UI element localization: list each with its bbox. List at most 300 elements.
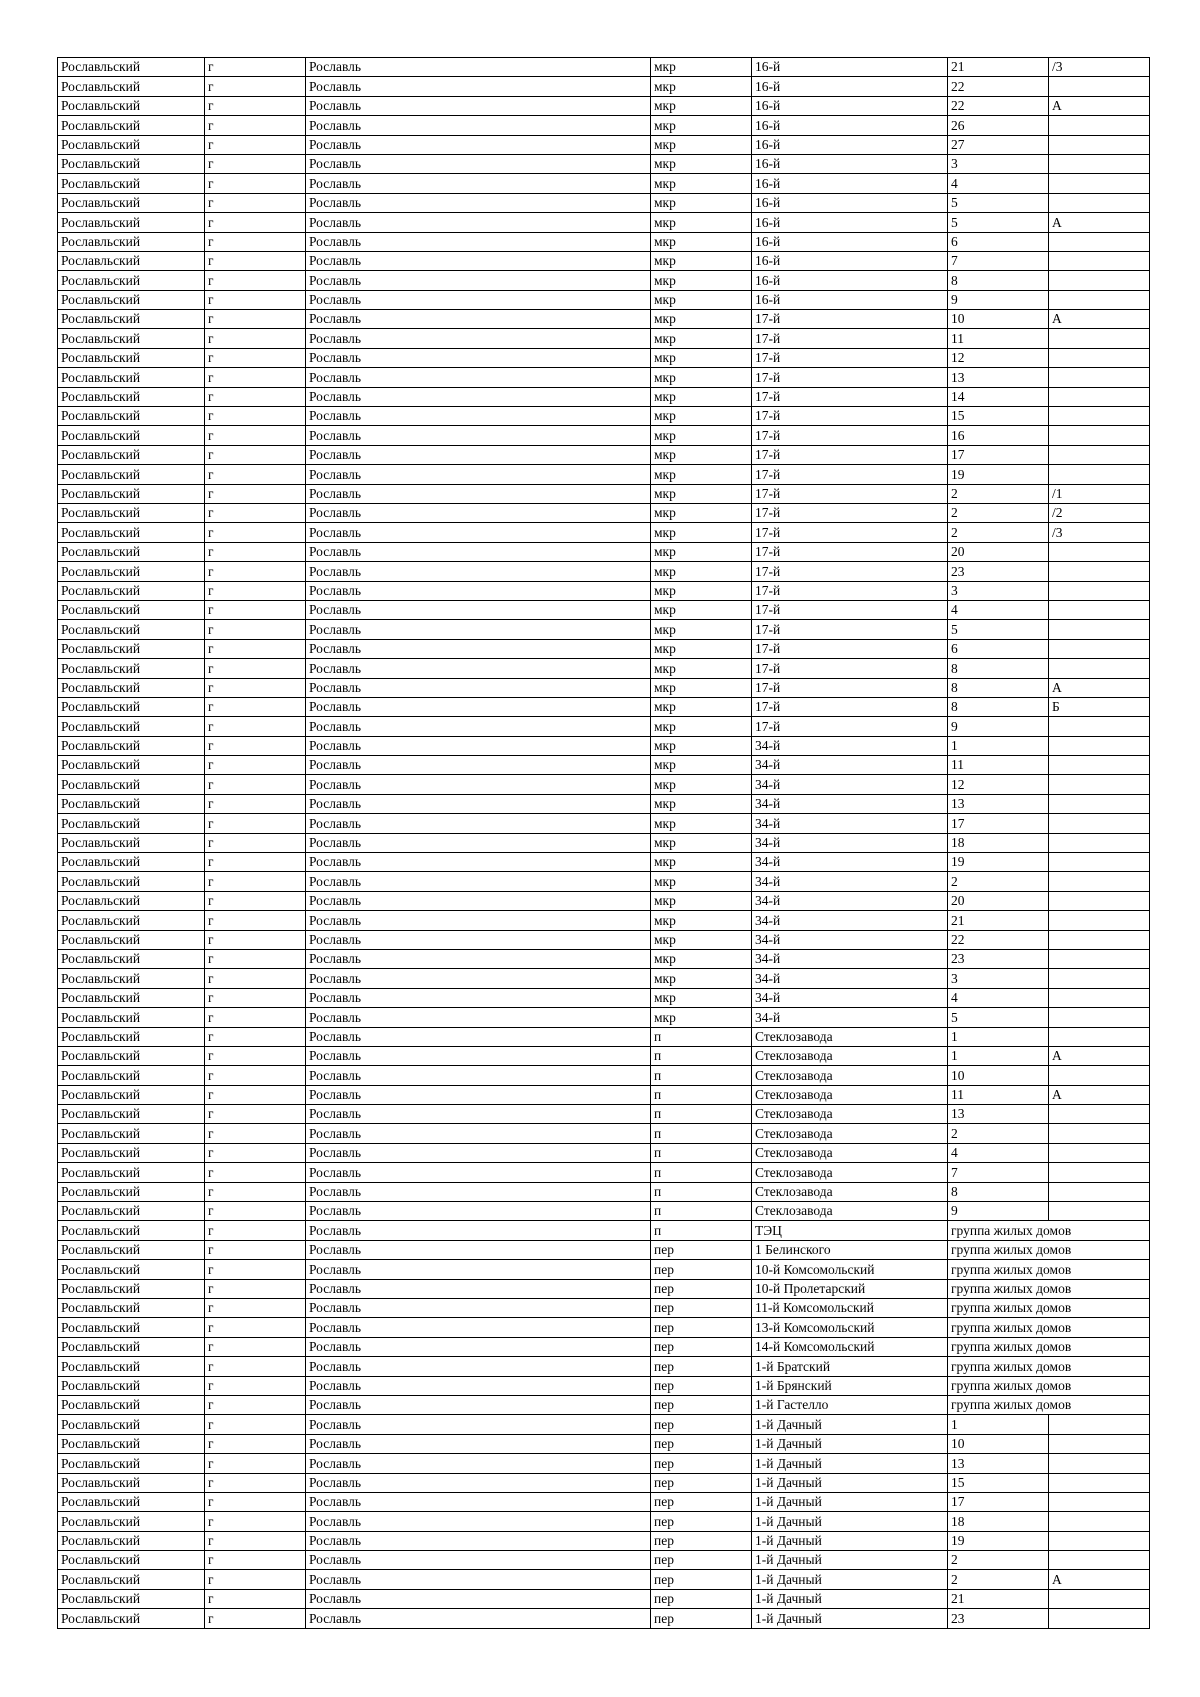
settlement-cell: Рославль <box>306 1046 651 1065</box>
district-cell: Рославльский <box>58 465 205 484</box>
settlement-cell: Рославль <box>306 756 651 775</box>
street-cell: 34-й <box>752 911 948 930</box>
settlement-type-cell: г <box>205 639 306 658</box>
settlement-type-cell: г <box>205 833 306 852</box>
table-row <box>58 1202 1150 1221</box>
house-cell: 26 <box>948 116 1049 135</box>
street-cell: 1-й Дачный <box>752 1589 948 1608</box>
street-type-cell: мкр <box>651 193 752 212</box>
street-cell: 1-й Дачный <box>752 1415 948 1434</box>
street-type-cell: пер <box>651 1260 752 1279</box>
table-row <box>58 988 1150 1007</box>
table-row <box>58 1589 1150 1608</box>
table-row <box>58 1124 1150 1143</box>
house-cell: 15 <box>948 1473 1049 1492</box>
settlement-cell: Рославль <box>306 1492 651 1511</box>
district-cell: Рославльский <box>58 310 205 329</box>
building-cell <box>1049 794 1150 813</box>
house-cell: 13 <box>948 368 1049 387</box>
table-row <box>58 1492 1150 1511</box>
house-cell: 8 <box>948 678 1049 697</box>
house-cell: 1 <box>948 1046 1049 1065</box>
district-cell: Рославльский <box>58 562 205 581</box>
district-cell: Рославльский <box>58 794 205 813</box>
table-row <box>58 1066 1150 1085</box>
district-cell: Рославльский <box>58 814 205 833</box>
settlement-type-cell: г <box>205 891 306 910</box>
district-cell: Рославльский <box>58 1240 205 1259</box>
street-type-cell: мкр <box>651 659 752 678</box>
district-cell: Рославльский <box>58 484 205 503</box>
building-cell <box>1049 659 1150 678</box>
district-cell: Рославльский <box>58 1046 205 1065</box>
street-cell: 16-й <box>752 77 948 96</box>
settlement-cell: Рославль <box>306 1609 651 1628</box>
street-cell: Стеклозавода <box>752 1163 948 1182</box>
house-cell: 18 <box>948 833 1049 852</box>
settlement-type-cell: г <box>205 1454 306 1473</box>
street-cell: 17-й <box>752 542 948 561</box>
house-cell: 8 <box>948 697 1049 716</box>
settlement-type-cell: г <box>205 756 306 775</box>
settlement-cell: Рославль <box>306 193 651 212</box>
settlement-type-cell: г <box>205 562 306 581</box>
settlement-cell: Рославль <box>306 717 651 736</box>
house-cell: 19 <box>948 1531 1049 1550</box>
settlement-cell: Рославль <box>306 1279 651 1298</box>
building-cell <box>1049 1415 1150 1434</box>
street-cell: 10-й Пролетарский <box>752 1279 948 1298</box>
table-row <box>58 1531 1150 1550</box>
district-cell: Рославльский <box>58 1473 205 1492</box>
house-cell: 2 <box>948 1551 1049 1570</box>
street-type-cell: мкр <box>651 135 752 154</box>
building-cell <box>1049 1182 1150 1201</box>
house-cell: 3 <box>948 154 1049 173</box>
settlement-type-cell: г <box>205 775 306 794</box>
table-row <box>58 717 1150 736</box>
building-cell <box>1049 407 1150 426</box>
building-cell <box>1049 77 1150 96</box>
street-type-cell: мкр <box>651 232 752 251</box>
table-row <box>58 484 1150 503</box>
table-row <box>58 1473 1150 1492</box>
table-row <box>58 891 1150 910</box>
street-type-cell: мкр <box>651 562 752 581</box>
building-cell <box>1049 290 1150 309</box>
settlement-cell: Рославль <box>306 639 651 658</box>
building-cell <box>1049 232 1150 251</box>
district-cell: Рославльский <box>58 193 205 212</box>
house-cell: 13 <box>948 1105 1049 1124</box>
house-cell: 11 <box>948 1085 1049 1104</box>
street-type-cell: мкр <box>651 484 752 503</box>
table-row <box>58 1551 1150 1570</box>
settlement-cell: Рославль <box>306 1105 651 1124</box>
settlement-type-cell: г <box>205 1008 306 1027</box>
house-cell: группа жилых домов <box>948 1279 1150 1298</box>
settlement-cell: Рославль <box>306 891 651 910</box>
street-type-cell: мкр <box>651 310 752 329</box>
district-cell: Рославльский <box>58 775 205 794</box>
settlement-type-cell: г <box>205 1318 306 1337</box>
table-row <box>58 872 1150 891</box>
settlement-type-cell: г <box>205 872 306 891</box>
street-type-cell: мкр <box>651 542 752 561</box>
building-cell <box>1049 853 1150 872</box>
building-cell <box>1049 1454 1150 1473</box>
street-cell: 1-й Дачный <box>752 1512 948 1531</box>
street-type-cell: мкр <box>651 581 752 600</box>
table-row <box>58 969 1150 988</box>
settlement-type-cell: г <box>205 1395 306 1414</box>
building-cell <box>1049 1551 1150 1570</box>
street-cell: 34-й <box>752 891 948 910</box>
building-cell: А <box>1049 678 1150 697</box>
district-cell: Рославльский <box>58 659 205 678</box>
street-type-cell: п <box>651 1027 752 1046</box>
street-type-cell: мкр <box>651 426 752 445</box>
settlement-cell: Рославль <box>306 213 651 232</box>
district-cell: Рославльский <box>58 407 205 426</box>
house-cell: 8 <box>948 1182 1049 1201</box>
building-cell <box>1049 833 1150 852</box>
table-row <box>58 930 1150 949</box>
house-cell: 10 <box>948 1066 1049 1085</box>
house-cell: 4 <box>948 600 1049 619</box>
settlement-type-cell: г <box>205 58 306 77</box>
street-cell: 34-й <box>752 833 948 852</box>
street-type-cell: пер <box>651 1357 752 1376</box>
district-cell: Рославльский <box>58 1279 205 1298</box>
building-cell <box>1049 193 1150 212</box>
street-type-cell: пер <box>651 1492 752 1511</box>
table-row <box>58 1395 1150 1414</box>
settlement-type-cell: г <box>205 853 306 872</box>
house-cell: группа жилых домов <box>948 1318 1150 1337</box>
table-row <box>58 1609 1150 1628</box>
table-row <box>58 949 1150 968</box>
street-type-cell: пер <box>651 1473 752 1492</box>
building-cell <box>1049 368 1150 387</box>
settlement-cell: Рославль <box>306 1318 651 1337</box>
table-row <box>58 756 1150 775</box>
house-cell: 19 <box>948 853 1049 872</box>
settlement-type-cell: г <box>205 1240 306 1259</box>
district-cell: Рославльский <box>58 1454 205 1473</box>
settlement-type-cell: г <box>205 659 306 678</box>
building-cell: А <box>1049 310 1150 329</box>
address-table <box>57 57 1150 1629</box>
table-row <box>58 271 1150 290</box>
house-cell: 23 <box>948 1609 1049 1628</box>
table-row <box>58 1376 1150 1395</box>
settlement-type-cell: г <box>205 232 306 251</box>
building-cell <box>1049 911 1150 930</box>
district-cell: Рославльский <box>58 891 205 910</box>
house-cell: 11 <box>948 756 1049 775</box>
house-cell: 8 <box>948 271 1049 290</box>
house-cell: 9 <box>948 290 1049 309</box>
house-cell: 17 <box>948 814 1049 833</box>
settlement-type-cell: г <box>205 1473 306 1492</box>
street-cell: Стеклозавода <box>752 1124 948 1143</box>
settlement-cell: Рославль <box>306 1395 651 1414</box>
settlement-type-cell: г <box>205 1415 306 1434</box>
table-row <box>58 426 1150 445</box>
street-type-cell: п <box>651 1105 752 1124</box>
building-cell <box>1049 1202 1150 1221</box>
table-row <box>58 503 1150 522</box>
street-type-cell: пер <box>651 1240 752 1259</box>
table-row <box>58 1143 1150 1162</box>
house-cell: 2 <box>948 484 1049 503</box>
street-type-cell: мкр <box>651 329 752 348</box>
street-type-cell: мкр <box>651 620 752 639</box>
settlement-cell: Рославль <box>306 368 651 387</box>
street-type-cell: п <box>651 1182 752 1201</box>
table-row <box>58 77 1150 96</box>
street-type-cell: пер <box>651 1434 752 1453</box>
settlement-cell: Рославль <box>306 1182 651 1201</box>
table-row <box>58 1260 1150 1279</box>
district-cell: Рославльский <box>58 1260 205 1279</box>
table-row <box>58 58 1150 77</box>
settlement-type-cell: г <box>205 1531 306 1550</box>
settlement-cell: Рославль <box>306 833 651 852</box>
settlement-type-cell: г <box>205 387 306 406</box>
district-cell: Рославльский <box>58 174 205 193</box>
house-cell: 21 <box>948 58 1049 77</box>
settlement-type-cell: г <box>205 581 306 600</box>
settlement-type-cell: г <box>205 1609 306 1628</box>
settlement-cell: Рославль <box>306 290 651 309</box>
street-type-cell: пер <box>651 1551 752 1570</box>
street-cell: 16-й <box>752 135 948 154</box>
house-cell: группа жилых домов <box>948 1357 1150 1376</box>
building-cell <box>1049 969 1150 988</box>
settlement-cell: Рославль <box>306 969 651 988</box>
street-cell: 10-й Комсомольский <box>752 1260 948 1279</box>
settlement-cell: Рославль <box>306 1531 651 1550</box>
building-cell <box>1049 775 1150 794</box>
street-cell: 1-й Дачный <box>752 1473 948 1492</box>
street-type-cell: пер <box>651 1318 752 1337</box>
district-cell: Рославльский <box>58 1589 205 1608</box>
building-cell <box>1049 271 1150 290</box>
building-cell <box>1049 154 1150 173</box>
house-cell: 20 <box>948 891 1049 910</box>
table-row <box>58 775 1150 794</box>
building-cell <box>1049 620 1150 639</box>
street-type-cell: пер <box>651 1337 752 1356</box>
street-cell: 34-й <box>752 853 948 872</box>
house-cell: 21 <box>948 911 1049 930</box>
settlement-cell: Рославль <box>306 251 651 270</box>
district-cell: Рославльский <box>58 1376 205 1395</box>
district-cell: Рославльский <box>58 445 205 464</box>
table-row <box>58 1085 1150 1104</box>
settlement-cell: Рославль <box>306 542 651 561</box>
settlement-type-cell: г <box>205 77 306 96</box>
building-cell <box>1049 562 1150 581</box>
building-cell <box>1049 639 1150 658</box>
street-type-cell: п <box>651 1046 752 1065</box>
district-cell: Рославльский <box>58 77 205 96</box>
district-cell: Рославльский <box>58 930 205 949</box>
building-cell <box>1049 1027 1150 1046</box>
district-cell: Рославльский <box>58 542 205 561</box>
house-cell: 22 <box>948 96 1049 115</box>
settlement-cell: Рославль <box>306 736 651 755</box>
district-cell: Рославльский <box>58 620 205 639</box>
district-cell: Рославльский <box>58 1066 205 1085</box>
settlement-cell: Рославль <box>306 930 651 949</box>
settlement-type-cell: г <box>205 1299 306 1318</box>
house-cell: 20 <box>948 542 1049 561</box>
settlement-type-cell: г <box>205 930 306 949</box>
district-cell: Рославльский <box>58 600 205 619</box>
street-cell: 17-й <box>752 407 948 426</box>
district-cell: Рославльский <box>58 1570 205 1589</box>
house-cell: 19 <box>948 465 1049 484</box>
table-row <box>58 814 1150 833</box>
settlement-cell: Рославль <box>306 1434 651 1453</box>
house-cell: 5 <box>948 193 1049 212</box>
district-cell: Рославльский <box>58 1085 205 1104</box>
settlement-type-cell: г <box>205 96 306 115</box>
street-type-cell: мкр <box>651 348 752 367</box>
table-row <box>58 911 1150 930</box>
street-type-cell: пер <box>651 1454 752 1473</box>
street-cell: 17-й <box>752 445 948 464</box>
building-cell: А <box>1049 1570 1150 1589</box>
street-type-cell: мкр <box>651 1008 752 1027</box>
district-cell: Рославльский <box>58 523 205 542</box>
settlement-type-cell: г <box>205 542 306 561</box>
street-cell: 16-й <box>752 58 948 77</box>
house-cell: 13 <box>948 794 1049 813</box>
street-cell: 17-й <box>752 329 948 348</box>
settlement-type-cell: г <box>205 465 306 484</box>
street-type-cell: мкр <box>651 969 752 988</box>
house-cell: группа жилых домов <box>948 1221 1150 1240</box>
table-row <box>58 1240 1150 1259</box>
building-cell <box>1049 1105 1150 1124</box>
settlement-type-cell: г <box>205 1027 306 1046</box>
district-cell: Рославльский <box>58 1492 205 1511</box>
house-cell: 2 <box>948 503 1049 522</box>
table-row <box>58 1299 1150 1318</box>
settlement-cell: Рославль <box>306 1337 651 1356</box>
house-cell: 10 <box>948 310 1049 329</box>
house-cell: 13 <box>948 1454 1049 1473</box>
settlement-cell: Рославль <box>306 814 651 833</box>
street-type-cell: мкр <box>651 58 752 77</box>
table-row <box>58 600 1150 619</box>
settlement-type-cell: г <box>205 1589 306 1608</box>
street-cell: 16-й <box>752 213 948 232</box>
district-cell: Рославльский <box>58 1434 205 1453</box>
settlement-cell: Рославль <box>306 600 651 619</box>
settlement-type-cell: г <box>205 523 306 542</box>
district-cell: Рославльский <box>58 736 205 755</box>
district-cell: Рославльский <box>58 756 205 775</box>
street-type-cell: мкр <box>651 678 752 697</box>
building-cell: /1 <box>1049 484 1150 503</box>
settlement-cell: Рославль <box>306 465 651 484</box>
house-cell: 1 <box>948 736 1049 755</box>
settlement-type-cell: г <box>205 213 306 232</box>
table-row <box>58 116 1150 135</box>
table-row <box>58 1512 1150 1531</box>
district-cell: Рославльский <box>58 1512 205 1531</box>
settlement-cell: Рославль <box>306 872 651 891</box>
table-row <box>58 310 1150 329</box>
street-type-cell: мкр <box>651 387 752 406</box>
settlement-type-cell: г <box>205 1163 306 1182</box>
district-cell: Рославльский <box>58 639 205 658</box>
building-cell: А <box>1049 1046 1150 1065</box>
street-type-cell: мкр <box>651 251 752 270</box>
settlement-cell: Рославль <box>306 426 651 445</box>
house-cell: 14 <box>948 387 1049 406</box>
settlement-type-cell: г <box>205 251 306 270</box>
building-cell: А <box>1049 213 1150 232</box>
settlement-cell: Рославль <box>306 58 651 77</box>
settlement-cell: Рославль <box>306 1221 651 1240</box>
settlement-cell: Рославль <box>306 775 651 794</box>
settlement-cell: Рославль <box>306 1415 651 1434</box>
street-cell: 34-й <box>752 872 948 891</box>
district-cell: Рославльский <box>58 1337 205 1356</box>
building-cell <box>1049 949 1150 968</box>
table-row <box>58 1046 1150 1065</box>
street-cell: 1-й Дачный <box>752 1609 948 1628</box>
street-cell: Стеклозавода <box>752 1143 948 1162</box>
street-type-cell: мкр <box>651 445 752 464</box>
settlement-cell: Рославль <box>306 949 651 968</box>
district-cell: Рославльский <box>58 1202 205 1221</box>
street-cell: 34-й <box>752 1008 948 1027</box>
settlement-type-cell: г <box>205 407 306 426</box>
building-cell <box>1049 465 1150 484</box>
district-cell: Рославльский <box>58 154 205 173</box>
street-cell: 17-й <box>752 368 948 387</box>
house-cell: 10 <box>948 1434 1049 1453</box>
district-cell: Рославльский <box>58 1299 205 1318</box>
building-cell <box>1049 1609 1150 1628</box>
table-row <box>58 1337 1150 1356</box>
district-cell: Рославльский <box>58 1551 205 1570</box>
settlement-type-cell: г <box>205 620 306 639</box>
table-row <box>58 581 1150 600</box>
district-cell: Рославльский <box>58 116 205 135</box>
district-cell: Рославльский <box>58 290 205 309</box>
table-row <box>58 213 1150 232</box>
settlement-cell: Рославль <box>306 1143 651 1162</box>
street-type-cell: пер <box>651 1570 752 1589</box>
street-type-cell: мкр <box>651 988 752 1007</box>
house-cell: 12 <box>948 348 1049 367</box>
house-cell: 4 <box>948 174 1049 193</box>
table-row <box>58 620 1150 639</box>
street-cell: 13-й Комсомольский <box>752 1318 948 1337</box>
settlement-cell: Рославль <box>306 794 651 813</box>
settlement-cell: Рославль <box>306 271 651 290</box>
settlement-cell: Рославль <box>306 174 651 193</box>
district-cell: Рославльский <box>58 1609 205 1628</box>
